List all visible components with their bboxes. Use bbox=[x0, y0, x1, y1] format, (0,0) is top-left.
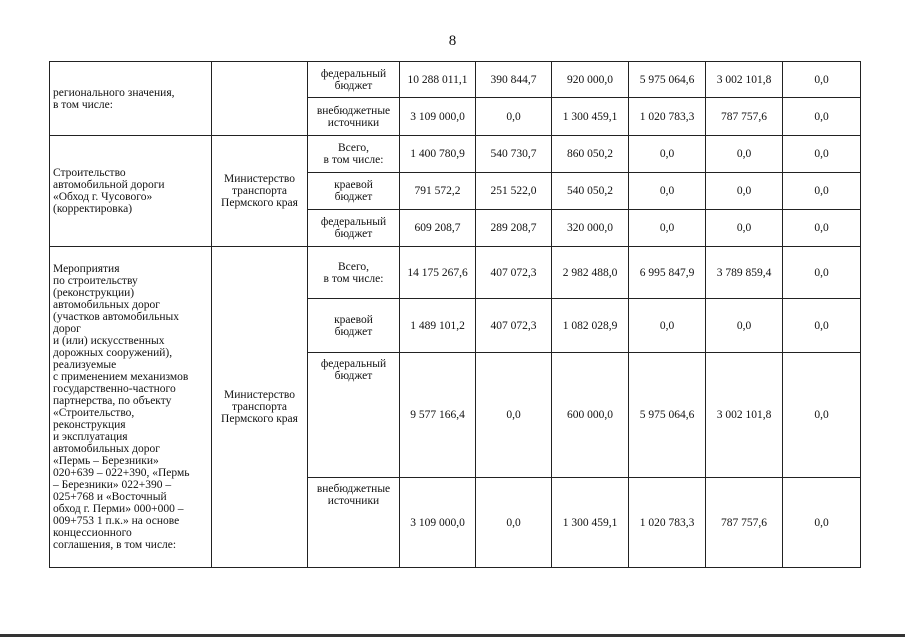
value-cell: 10 288 011,1 bbox=[400, 62, 476, 98]
source-cell: Всего, в том числе: bbox=[308, 247, 400, 299]
value-cell: 0,0 bbox=[783, 353, 861, 478]
table-row bbox=[50, 247, 861, 299]
value-cell: 5 975 064,6 bbox=[629, 62, 706, 98]
value-cell: 289 208,7 bbox=[476, 210, 552, 247]
value-cell: 0,0 bbox=[783, 299, 861, 353]
value-cell: 0,0 bbox=[706, 299, 783, 353]
source-cell: краевой бюджет bbox=[308, 173, 400, 210]
source-cell: внебюджетные источники bbox=[308, 98, 400, 136]
activity-cell: Мероприятия по строительству (реконструкции) автомобильных дорог (участков автомобильных дорог и (или) искусственных дорожных сооружений), реализуемые с применением механизмов государственно-частного партнерства, по объекту «Строительство, реконструкция и эксплуатация автомобильных дорог «Пермь – Березники» 020+639 – 022+390, «Пермь – Березники» 022+390 – 025+768 и «Восточный обход г. Перми» 000+000 – 009+753 1 п.к.» на основе концессионного соглашения, в том числе: bbox=[50, 247, 212, 568]
value-cell: 920 000,0 bbox=[552, 62, 629, 98]
value-cell: 787 757,6 bbox=[706, 478, 783, 568]
value-cell: 3 109 000,0 bbox=[400, 478, 476, 568]
value-cell: 0,0 bbox=[783, 478, 861, 568]
value-cell: 0,0 bbox=[629, 210, 706, 247]
bottom-rule bbox=[0, 634, 905, 637]
value-cell: 600 000,0 bbox=[552, 353, 629, 478]
value-cell: 3 109 000,0 bbox=[400, 98, 476, 136]
value-cell: 3 002 101,8 bbox=[706, 62, 783, 98]
source-cell: федеральный бюджет bbox=[308, 210, 400, 247]
source-cell: федеральный бюджет bbox=[308, 62, 400, 98]
value-cell: 2 982 488,0 bbox=[552, 247, 629, 299]
value-cell: 0,0 bbox=[783, 136, 861, 173]
executor-cell: Министерство транспорта Пермского края bbox=[212, 247, 308, 568]
value-cell: 390 844,7 bbox=[476, 62, 552, 98]
value-cell: 251 522,0 bbox=[476, 173, 552, 210]
value-cell: 0,0 bbox=[629, 173, 706, 210]
value-cell: 0,0 bbox=[706, 136, 783, 173]
value-cell: 0,0 bbox=[783, 173, 861, 210]
value-cell: 0,0 bbox=[783, 247, 861, 299]
source-cell: Всего, в том числе: bbox=[308, 136, 400, 173]
page-number: 8 bbox=[448, 33, 457, 49]
source-cell: краевой бюджет bbox=[308, 299, 400, 353]
table-row bbox=[50, 62, 861, 98]
table-row bbox=[50, 136, 861, 173]
value-cell: 0,0 bbox=[629, 136, 706, 173]
value-cell: 540 050,2 bbox=[552, 173, 629, 210]
value-cell: 0,0 bbox=[476, 98, 552, 136]
value-cell: 320 000,0 bbox=[552, 210, 629, 247]
executor-cell: Министерство транспорта Пермского края bbox=[212, 136, 308, 247]
source-cell: федеральный бюджет bbox=[308, 353, 400, 478]
value-cell: 3 789 859,4 bbox=[706, 247, 783, 299]
value-cell: 6 995 847,9 bbox=[629, 247, 706, 299]
value-cell: 1 400 780,9 bbox=[400, 136, 476, 173]
value-cell: 407 072,3 bbox=[476, 247, 552, 299]
value-cell: 0,0 bbox=[476, 353, 552, 478]
value-cell: 0,0 bbox=[783, 62, 861, 98]
budget-table bbox=[49, 61, 861, 568]
activity-cell: регионального значения, в том числе: bbox=[50, 62, 212, 136]
value-cell: 787 757,6 bbox=[706, 98, 783, 136]
value-cell: 1 020 783,3 bbox=[629, 98, 706, 136]
value-cell: 0,0 bbox=[783, 98, 861, 136]
source-cell: внебюджетные источники bbox=[308, 478, 400, 568]
value-cell: 3 002 101,8 bbox=[706, 353, 783, 478]
value-cell: 0,0 bbox=[629, 299, 706, 353]
value-cell: 0,0 bbox=[476, 478, 552, 568]
value-cell: 5 975 064,6 bbox=[629, 353, 706, 478]
value-cell: 0,0 bbox=[706, 173, 783, 210]
value-cell: 609 208,7 bbox=[400, 210, 476, 247]
value-cell: 791 572,2 bbox=[400, 173, 476, 210]
value-cell: 0,0 bbox=[783, 210, 861, 247]
value-cell: 860 050,2 bbox=[552, 136, 629, 173]
executor-cell bbox=[212, 62, 308, 136]
value-cell: 0,0 bbox=[706, 210, 783, 247]
value-cell: 540 730,7 bbox=[476, 136, 552, 173]
activity-cell: Строительство автомобильной дороги «Обход г. Чусового» (корректировка) bbox=[50, 136, 212, 247]
value-cell: 1 082 028,9 bbox=[552, 299, 629, 353]
value-cell: 1 300 459,1 bbox=[552, 478, 629, 568]
value-cell: 14 175 267,6 bbox=[400, 247, 476, 299]
value-cell: 407 072,3 bbox=[476, 299, 552, 353]
value-cell: 1 300 459,1 bbox=[552, 98, 629, 136]
value-cell: 9 577 166,4 bbox=[400, 353, 476, 478]
value-cell: 1 489 101,2 bbox=[400, 299, 476, 353]
value-cell: 1 020 783,3 bbox=[629, 478, 706, 568]
